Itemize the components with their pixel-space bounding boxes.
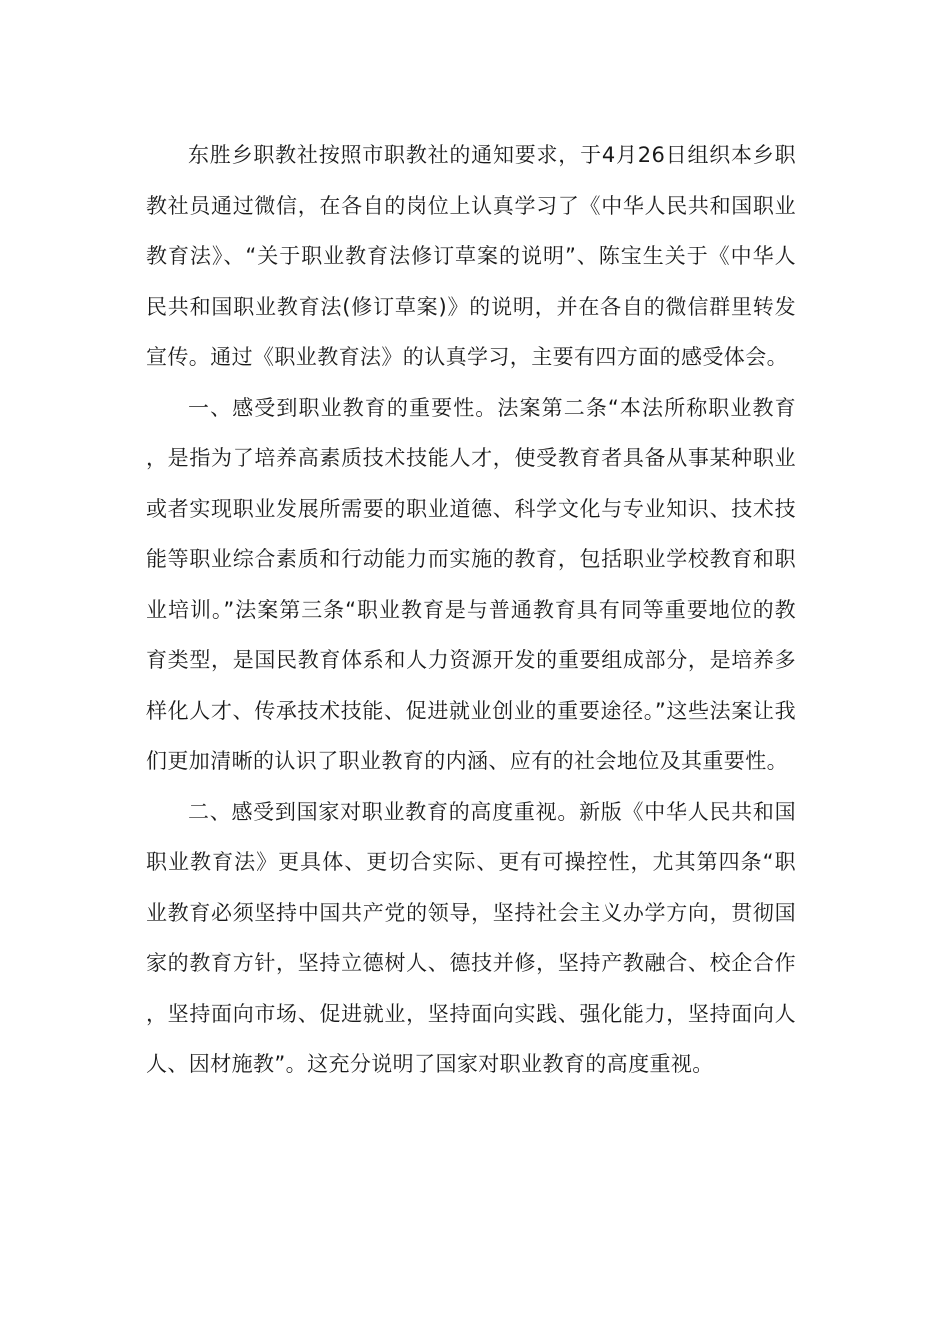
document-body <box>146 130 796 1090</box>
paragraph-section-two: 二、感受到国家对职业教育的高度重视。新版《中华人民共和国职业教育法》更具体、更切合实际、更有可操控性，尤其第四条“职业教育必须坚持中国共产党的领导，坚持社会主义办学方向，贯彻国家的教育方针，坚持立德树人、德技并修，坚持产教融合、校企合作，坚持面向市场、促进就业，坚持面向实践、强化能力，坚持面向人人、因材施教”。这充分说明了国家对职业教育的高度重视。 <box>146 799 796 1076</box>
paragraph-section-one: 一、感受到职业教育的重要性。法案第二条“本法所称职业教育，是指为了培养高素质技术技能人才，使受教育者具备从事某种职业或者实现职业发展所需要的职业道德、科学文化与专业知识、技术技能等职业综合素质和行动能力而实施的教育，包括职业学校教育和职业培训。”法案第三条“职业教育是与普通教育具有同等重要地位的教育类型，是国民教育体系和人力资源开发的重要组成部分，是培养多样化人才、传承技术技能、促进就业创业的重要途径。”这些法案让我们更加清晰的认识了职业教育的内涵、应有的社会地位及其重要性。 <box>146 395 796 773</box>
paragraph-intro: 东胜乡职教社按照市职教社的通知要求，于4月26日组织本乡职教社员通过微信，在各自的岗位上认真学习了《中华人民共和国职业教育法》、“关于职业教育法修订草案的说明”、陈宝生关于《中华人民共和国职业教育法(修订草案)》的说明，并在各自的微信群里转发宣传。通过《职业教育法》的认真学习，主要有四方面的感受体会。 <box>146 143 796 369</box>
